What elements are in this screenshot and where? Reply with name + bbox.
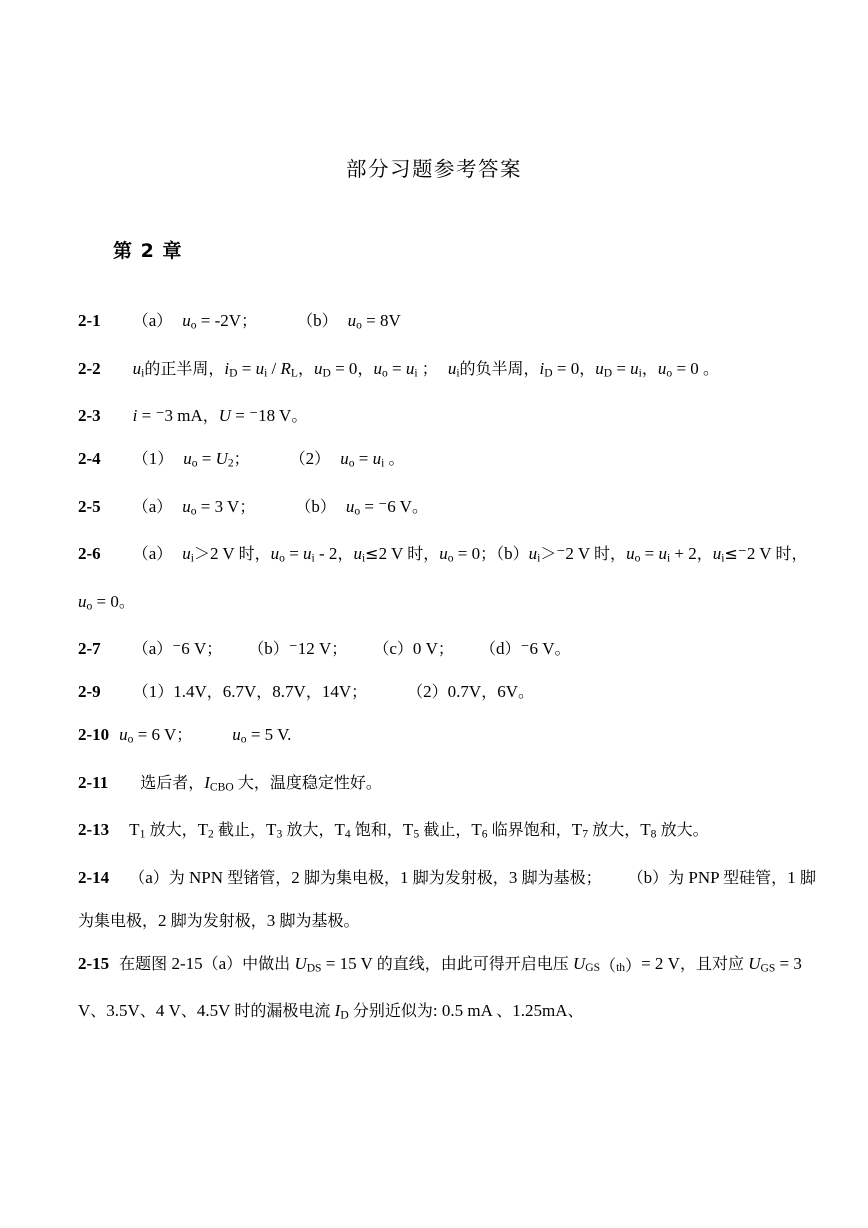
problem-body: （a）⁻6 V； （b）⁻12 V； （c）0 V； （d）⁻6 V。	[132, 639, 571, 659]
problem-body: $T_1$ 放大，$T_2$ 截止，$T_3$ 放大，$T_4$ 饱和，$T_5$ 截止，$T_6$ 临界饱和，$T_7$ 放大，$T_8$ 放大。	[129, 820, 709, 841]
problem-body: （1） $u_o = U_2$； （2） $u_o = u_i$ 。	[132, 449, 405, 470]
problem-2-15	[78, 942, 820, 1037]
problem-body: 选后者，$I_{CBO}$ 大，温度稳定性好。	[140, 772, 382, 794]
problem-2-3	[78, 394, 820, 437]
problem-body: $u_o = 6$ V； $u_o = 5$ V.	[119, 725, 292, 746]
chapter-heading: 第 2 章	[113, 240, 183, 262]
problem-number: 2-10	[78, 725, 110, 745]
problem-number: 2-4	[78, 449, 101, 469]
problem-2-1	[78, 299, 820, 347]
problem-body: （a） $u_o = 3$ V； （b） $u_o = ^-6$ V。	[132, 496, 428, 518]
problem-2-9	[78, 670, 820, 713]
problem-2-2	[78, 347, 820, 395]
problem-number: 2-5	[78, 496, 101, 516]
problem-body: $u_i$的正半周，$i_D = u_i / R_L$，$u_D = 0$，$u_o = u_i$ ； $u_i$的负半周，$i_D = 0$，$u_D = u_i$，$u_o = 0$ 。	[132, 358, 720, 380]
problem-body: （1）1.4V，6.7V，8.7V，14V； （2）0.7V，6V。	[132, 682, 535, 702]
problem-number: 2-3	[78, 406, 101, 426]
problem-2-11	[78, 761, 820, 809]
problem-number: 2-14	[78, 867, 110, 887]
page-title: 部分习题参考答案	[346, 157, 522, 181]
problem-body: i = ⁻3 mA，U = ⁻18 V。	[132, 406, 308, 426]
problem-number: 2-9	[78, 682, 101, 702]
problem-2-5	[78, 485, 820, 533]
problem-body: （a） $u_i>2$ V 时，$u_o = u_i - 2$，$u_i\le 2$ V 时，$u_o = 0$；$(b)u_i>^-2$ V 时，$u_o = u_i + 2$，$u_i\le^-2$ V 时，$u_o = 0$。	[78, 544, 808, 613]
problem-body: 在题图 2-15（a）中做出 $U_{DS} = 15$ V 的直线，由此可得开启电压 $U_{GS(th)}= 2$ V，且对应 $U_{GS} = 3$ V、3.5V、4 V、4.5V 时的漏极电流 $I_D$ 分别近似为: 0.5 mA 、1.25mA、	[78, 953, 802, 1022]
problem-answer-list	[0, 263, 868, 1037]
problem-2-4	[78, 437, 820, 485]
problem-number: 2-15	[78, 953, 110, 973]
problem-2-14	[78, 856, 820, 942]
problem-number: 2-7	[78, 639, 101, 659]
problem-2-10	[78, 713, 820, 761]
problem-2-13	[78, 808, 820, 856]
problem-number: 2-2	[78, 358, 101, 378]
problem-number: 2-11	[78, 772, 109, 792]
problem-2-6	[78, 532, 820, 627]
problem-number: 2-1	[78, 311, 101, 330]
problem-body: （a）为 NPN 型锗管，2 脚为集电极，1 脚为发射极，3 脚为基极； （b）为 PNP 型硅管，1 脚为集电极，2 脚为发射极，3 脚为基极。	[78, 867, 816, 930]
problem-number: 2-13	[78, 820, 110, 840]
problem-number: 2-6	[78, 544, 101, 564]
problem-body: （a） $u_o = -2V$； （b） $u_o = 8V$	[132, 311, 401, 332]
problem-2-7	[78, 627, 820, 670]
